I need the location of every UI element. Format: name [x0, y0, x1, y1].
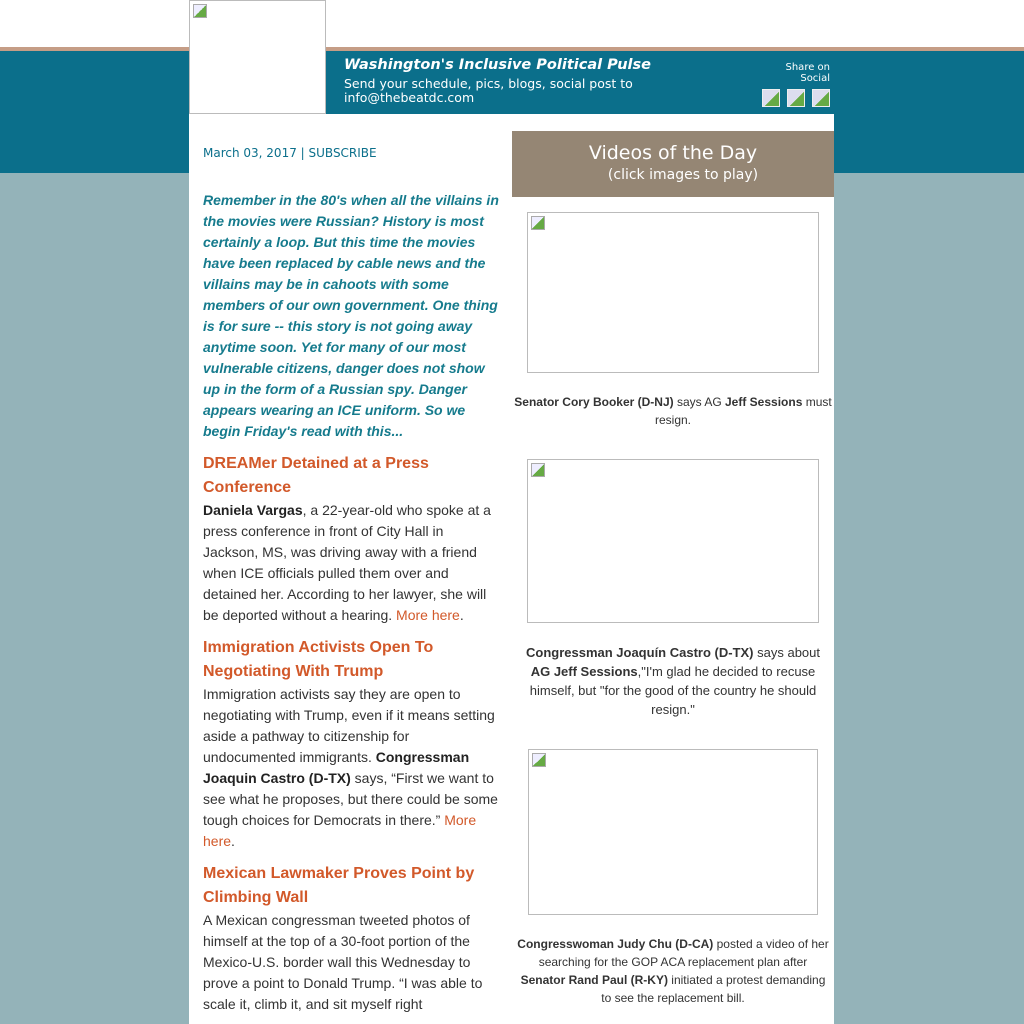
- text: posted a video of her searching for the GOP ACA replacement plan after: [538, 937, 829, 969]
- article-title[interactable]: DREAMer Detained at a Press Conference: [203, 455, 429, 496]
- article-body: [203, 500, 499, 626]
- share-block: [754, 62, 830, 107]
- broken-image-icon: [532, 753, 546, 767]
- tagline: Washington's Inclusive Political Pulse: [344, 57, 651, 73]
- bold-text: Daniela Vargas: [203, 502, 303, 518]
- bold-text: Congressman Joaquin Castro (D-TX): [203, 749, 470, 786]
- more-link[interactable]: More here: [396, 607, 460, 623]
- text: says, “First we want to see what he proposes, but there could be some tough choices for Democrats in there.”: [203, 770, 498, 828]
- left-column: [203, 146, 499, 1015]
- video-thumbnail[interactable]: [528, 749, 818, 915]
- videos-banner: [512, 131, 834, 197]
- video-caption: [512, 643, 834, 719]
- separator: |: [296, 146, 309, 160]
- text: .: [231, 833, 235, 849]
- video-thumbnail[interactable]: [527, 459, 819, 623]
- twitter-share-icon[interactable]: [787, 89, 805, 107]
- bold-text: Congressman Joaquín Castro (D-TX): [525, 645, 754, 660]
- text: initiated a protest demanding to see the replacement bill.: [601, 973, 826, 1005]
- article-title[interactable]: Mexican Lawmaker Proves Point by Climbing Wall: [203, 865, 475, 906]
- text: says about: [753, 645, 821, 660]
- text: says AG: [673, 395, 725, 409]
- facebook-share-icon[interactable]: [762, 89, 780, 107]
- broken-image-icon: [531, 463, 545, 477]
- video-caption: [512, 393, 834, 429]
- text: .: [459, 607, 464, 623]
- bold-text: Senator Rand Paul (R-KY): [520, 973, 668, 987]
- videos-column: [512, 131, 834, 1007]
- submission-note: Send your schedule, pics, blogs, social post to info@thebeatdc.com: [344, 76, 633, 105]
- newsletter: [189, 0, 834, 1024]
- video-caption: [512, 935, 834, 1007]
- share-label: Share on Social: [785, 62, 830, 84]
- content-area: [189, 114, 834, 1024]
- article-body: [203, 684, 499, 852]
- text: Immigration activists say they are open to negotiating with Trump, even if it means setting aside a pathway to citizenship for undocumented immigrants.: [203, 686, 495, 765]
- videos-title: Videos of the Day: [588, 142, 758, 164]
- text: must resign.: [654, 395, 832, 427]
- text: ,"I'm glad he decided to recuse himself, but "for the good of the country he should resign.": [529, 664, 817, 717]
- videos-subtitle: (click images to play): [607, 167, 759, 183]
- bold-text: AG Jeff Sessions: [530, 664, 638, 679]
- video-thumbnail[interactable]: [527, 212, 819, 373]
- intro-text: Remember in the 80's when all the villains in the movies were Russian? History is most certainly a loop. But this time the movies have been replaced by cable news and the villains may be in cahoots with some members of our own government. One thing is for sure -- this story is not going away anytime soon. Yet for many of our most vulnerable citizens, danger does not show up in the form of a Russian spy. Danger appears wearing an ICE uniform. So we begin Friday's read with this...: [203, 192, 499, 439]
- logo-image[interactable]: [189, 0, 326, 114]
- bold-text: Senator Cory Booker (D-NJ): [514, 395, 674, 409]
- broken-image-icon: [193, 4, 207, 18]
- broken-image-icon: [531, 216, 545, 230]
- dateline: [203, 146, 499, 160]
- subscribe-link[interactable]: SUBSCRIBE: [308, 146, 377, 160]
- more-link[interactable]: More here: [203, 812, 477, 849]
- bold-text: Jeff Sessions: [725, 395, 803, 409]
- article-body: A Mexican congressman tweeted photos of himself at the top of a 30-foot portion of the Mexico-U.S. border wall this Wednesday to prove a point to Donald Trump. “I was able to scale it, climb it, and sit myself right: [203, 912, 483, 1012]
- date: March 03, 2017: [203, 146, 297, 160]
- bold-text: Congresswoman Judy Chu (D-CA): [517, 937, 714, 951]
- email-share-icon[interactable]: [812, 89, 830, 107]
- tagline-block: [344, 57, 651, 105]
- article-title[interactable]: Immigration Activists Open To Negotiating With Trump: [203, 639, 434, 680]
- text: , a 22-year-old who spoke at a press conference in front of City Hall in Jackson, MS, was driving away with a friend when ICE officials pulled them over and detained her. According to her lawyer, she will be deported without a hearing.: [203, 502, 491, 623]
